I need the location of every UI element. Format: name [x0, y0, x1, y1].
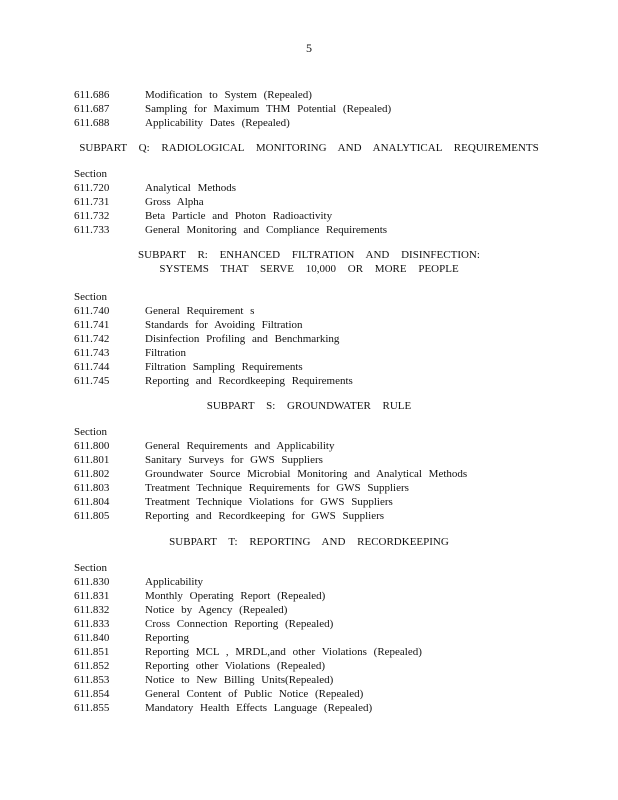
section-number: 611.687: [74, 103, 110, 115]
section-title: Modification to System (Repealed): [145, 89, 312, 101]
section-title: General Monitoring and Compliance Requirements: [145, 224, 388, 236]
section-number: 611.851: [74, 646, 110, 658]
section-title: Applicability: [145, 576, 204, 588]
subpart-s-entry-list: [0, 439, 618, 523]
section-title: Filtration: [145, 347, 186, 359]
section-number: 611.802: [74, 468, 110, 480]
list-item: [0, 88, 618, 102]
section-number: 611.740: [74, 305, 110, 317]
subpart-s-heading: SUBPART S: GROUNDWATER RULE: [206, 400, 412, 412]
subpart-r-entry-list: [0, 304, 618, 388]
list-item: [0, 360, 618, 374]
section-number: 611.831: [74, 590, 110, 602]
list-item: [0, 603, 618, 617]
section-number: 611.801: [74, 454, 110, 466]
list-item: [0, 223, 618, 237]
section-number: 611.855: [74, 702, 110, 714]
section-number: 611.800: [74, 440, 110, 452]
page-number: 5: [306, 41, 312, 55]
section-title: Reporting: [145, 632, 189, 644]
section-title: Gross Alpha: [145, 196, 204, 208]
section-title: Reporting other Violations (Repealed): [145, 660, 326, 672]
section-title: Notice to New Billing Units(Repealed): [145, 674, 334, 686]
list-item: [0, 687, 618, 701]
section-label: Section: [74, 168, 107, 180]
list-item: [0, 701, 618, 715]
section-title: Mandatory Health Effects Language (Repealed): [145, 702, 373, 714]
section-number: 611.805: [74, 510, 110, 522]
section-number: 611.732: [74, 210, 110, 222]
list-item: [0, 318, 618, 332]
section-title: Cross Connection Reporting (Repealed): [145, 618, 334, 630]
section-number: 611.830: [74, 576, 110, 588]
list-item: [0, 645, 618, 659]
section-title: Standards for Avoiding Filtration: [145, 319, 303, 331]
section-label: Section: [74, 562, 107, 574]
list-item: [0, 181, 618, 195]
section-label: Section: [74, 426, 107, 438]
list-item: [0, 346, 618, 360]
subpart-t-heading: SUBPART T: REPORTING AND RECORDKEEPING: [169, 536, 449, 548]
section-title: Disinfection Profiling and Benchmarking: [145, 333, 340, 345]
section-label: Section: [74, 291, 107, 303]
list-item: [0, 575, 618, 589]
list-item: [0, 374, 618, 388]
section-title: Monthly Operating Report (Repealed): [145, 590, 326, 602]
section-number: 611.852: [74, 660, 110, 672]
intro-entry-list: [0, 88, 618, 130]
section-title: Notice by Agency (Repealed): [145, 604, 288, 616]
section-number: 611.853: [74, 674, 110, 686]
list-item: [0, 453, 618, 467]
section-number: 611.804: [74, 496, 110, 508]
section-number: 611.720: [74, 182, 110, 194]
section-title: Applicability Dates (Repealed): [145, 117, 290, 129]
section-title: Reporting and Recordkeeping Requirements: [145, 375, 353, 387]
section-title: Reporting and Recordkeeping for GWS Suppliers: [145, 510, 385, 522]
subpart-q-entry-list: [0, 181, 618, 237]
section-number: 611.744: [74, 361, 110, 373]
section-number: 611.733: [74, 224, 110, 236]
section-title: Treatment Technique Requirements for GWS Suppliers: [145, 482, 409, 494]
section-title: Sampling for Maximum THM Potential (Repealed): [145, 103, 392, 115]
section-title: Sanitary Surveys for GWS Suppliers: [145, 454, 323, 466]
section-title: Filtration Sampling Requirements: [145, 361, 303, 373]
list-item: [0, 304, 618, 318]
list-item: [0, 659, 618, 673]
subpart-q-heading: SUBPART Q: RADIOLOGICAL MONITORING AND ANALYTICAL REQUIREMENTS: [79, 142, 539, 154]
subpart-r-heading-line-2: SYSTEMS THAT SERVE 10,000 OR MORE PEOPLE: [159, 263, 459, 275]
section-title: General Requirement s: [145, 305, 255, 317]
list-item: [0, 332, 618, 346]
section-title: Analytical Methods: [145, 182, 237, 194]
list-item: [0, 673, 618, 687]
section-title: General Requirements and Applicability: [145, 440, 335, 452]
section-title: Groundwater Source Microbial Monitoring and Analytical Methods: [145, 468, 468, 480]
list-item: [0, 209, 618, 223]
section-number: 611.686: [74, 89, 110, 101]
section-number: 611.833: [74, 618, 110, 630]
list-item: [0, 589, 618, 603]
section-title: General Content of Public Notice (Repealed): [145, 688, 364, 700]
list-item: [0, 467, 618, 481]
list-item: [0, 102, 618, 116]
section-title: Beta Particle and Photon Radioactivity: [145, 210, 333, 222]
section-number: 611.803: [74, 482, 110, 494]
section-number: 611.742: [74, 333, 110, 345]
list-item: [0, 509, 618, 523]
section-title: Treatment Technique Violations for GWS Suppliers: [145, 496, 393, 508]
section-number: 611.854: [74, 688, 110, 700]
list-item: [0, 439, 618, 453]
list-item: [0, 617, 618, 631]
section-number: 611.688: [74, 117, 110, 129]
section-number: 611.840: [74, 632, 110, 644]
section-number: 611.832: [74, 604, 110, 616]
list-item: [0, 481, 618, 495]
section-title: Reporting MCL , MRDL,and other Violations (Repealed): [145, 646, 422, 658]
section-number: 611.743: [74, 347, 110, 359]
list-item: [0, 631, 618, 645]
subpart-r-heading-line-1: SUBPART R: ENHANCED FILTRATION AND DISINFECTION:: [138, 249, 480, 261]
list-item: [0, 495, 618, 509]
section-number: 611.741: [74, 319, 110, 331]
section-number: 611.745: [74, 375, 110, 387]
section-number: 611.731: [74, 196, 110, 208]
list-item: [0, 116, 618, 130]
list-item: [0, 195, 618, 209]
subpart-t-entry-list: [0, 575, 618, 715]
